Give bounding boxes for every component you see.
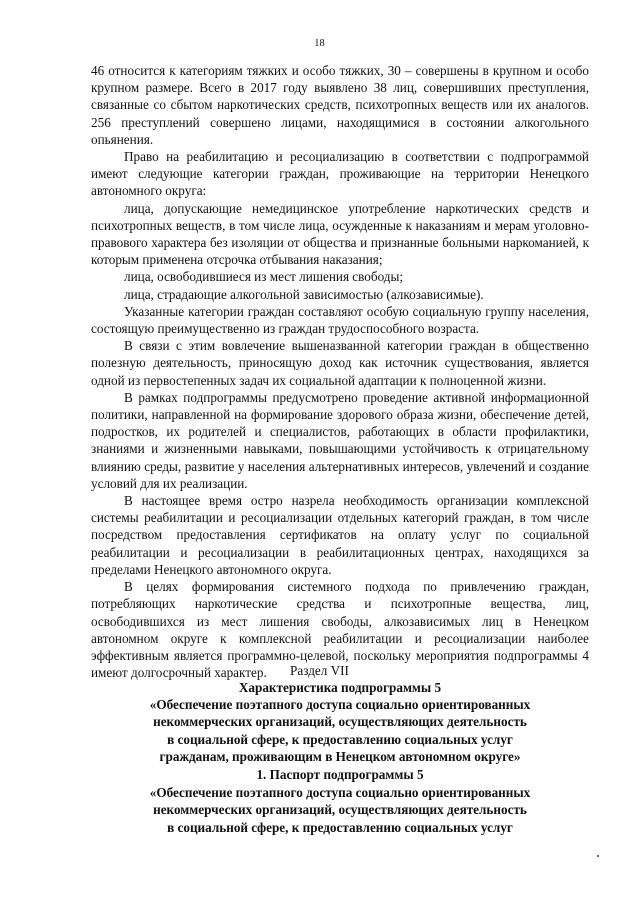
paragraph: В целях формирования системного подхода по привлечению граждан, потребляющих наркотические средства и психотропные вещества, лиц, освободившихся из мест лишения свободы, алкозависимых лиц в Ненецком автономном округе к комплексной реабилитации и ресоциализации наиболее эффективным является программно-целевой, поскольку мероприятия подпрограммы 4 имеют долгосрочный характер. bbox=[91, 579, 589, 681]
section-label: Раздел VII bbox=[290, 663, 349, 678]
paragraph: В настоящее время остро назрела необходимость организации комплексной системы реабилитации и ресоциализации отдельных категорий граждан, в том числе посредством предоставления сертификатов на оплату услуг по социальной реабилитации и ресоциализации в реабилитационных центрах, находящихся за пределами Ненецкого автономного округа. bbox=[91, 493, 589, 577]
passport-heading-block bbox=[91, 766, 589, 836]
paragraph: лица, страдающие алкогольной зависимостью (алкозависимые). bbox=[124, 286, 484, 302]
section-title-line: Характеристика подпрограммы 5 bbox=[238, 680, 442, 695]
section-title-line: в социальной сфере, к предоставлению социальных услуг bbox=[167, 731, 513, 747]
paragraph: В связи с этим вовлечение вышеназванной категории граждан в общественно полезную деятельность, приносящую доход как источник существования, является одной из первостепенных задач их социальной адаптации к полноценной жизни. bbox=[91, 338, 589, 388]
section-title bbox=[91, 679, 589, 765]
passport-title-line: «Обеспечение поэтапного доступа социально ориентированных bbox=[149, 785, 531, 801]
paragraph: лица, допускающие немедицинское употребление наркотических средств и психотропных веществ, в том числе лица, осужденные к наказаниям и мерам уголовно-правового характера без изоляции от общества и признанные больными наркоманией, к которым применена отсрочка отбывания наказания; bbox=[91, 200, 589, 268]
passport-title-line: в социальной сфере, к предоставлению социальных услуг bbox=[167, 819, 513, 835]
page-number: 18 bbox=[314, 38, 325, 49]
paragraph: Указанные категории граждан составляют особую социальную группу населения, состоящую преимущественно из граждан трудоспособного возраста. bbox=[91, 303, 589, 337]
scan-mark bbox=[597, 855, 599, 857]
section-title-line: некоммерческих организаций, осуществляющих деятельность bbox=[153, 714, 527, 730]
body-text bbox=[91, 62, 589, 681]
paragraph: Право на реабилитацию и ресоциализацию в соответствии с подпрограммой имеют следующие категории граждан, проживающие на территории Ненецкого автономного округа: bbox=[91, 149, 589, 199]
passport-heading: 1. Паспорт подпрограммы 5 bbox=[256, 767, 424, 782]
paragraph: 46 относится к категориям тяжких и особо тяжких, 30 – совершены в крупном и особо крупном размере. Всего в 2017 году выявлено 38 лиц, совершивших преступления, связанные со сбытом наркотических средств, психотропных веществ или их аналогов. 256 преступлений совершено лицами, находящимися в состоянии алкогольного опьянения. bbox=[91, 63, 589, 147]
paragraph: лица, освободившиеся из мест лишения свободы; bbox=[124, 269, 404, 285]
section-title-line: гражданам, проживающим в Ненецком автономном округе» bbox=[159, 748, 521, 764]
passport-title-line: некоммерческих организаций, осуществляющих деятельность bbox=[153, 802, 527, 818]
section-title-line: «Обеспечение поэтапного доступа социально ориентированных bbox=[149, 697, 531, 713]
paragraph: В рамках подпрограммы предусмотрено проведение активной информационной политики, направленной на формирование здорового образа жизни, обеспечение детей, подростков, их родителей и специалистов, работающих в области профилактики, знаниями и жизненными навыками, повышающими устойчивость к отрицательному влиянию среды, развитие у населения альтернативных интересов, увлечений и создание условий для их реализации. bbox=[91, 389, 589, 491]
